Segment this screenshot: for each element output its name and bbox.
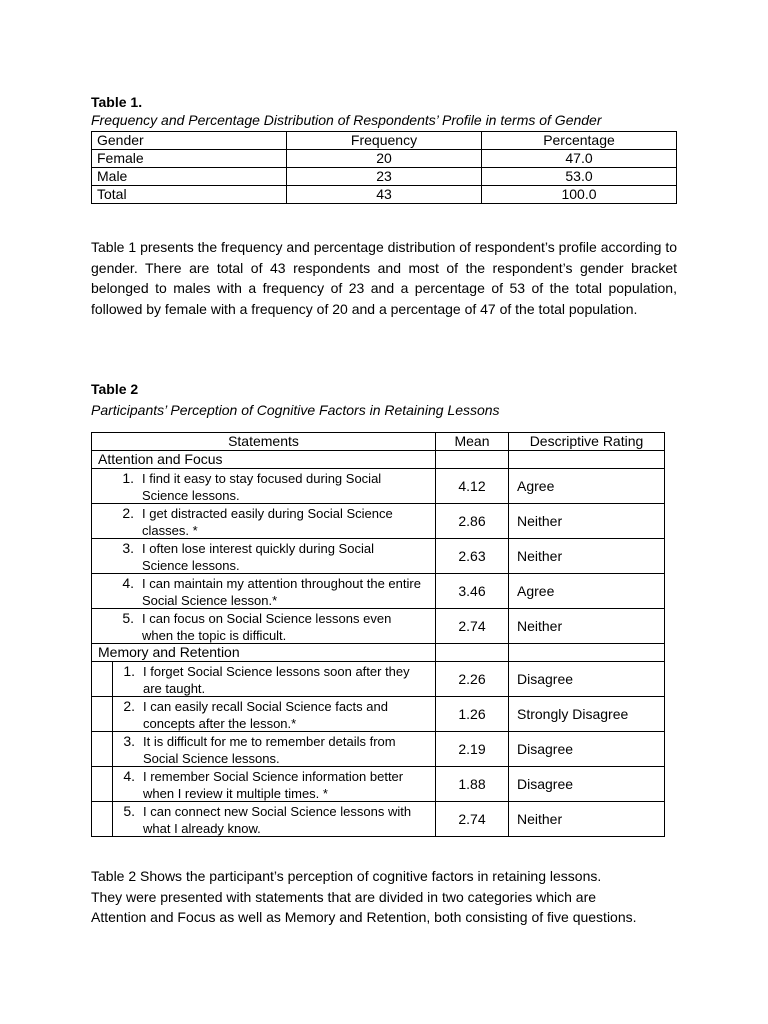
item-statement: I forget Social Science lessons soon after they are taught.	[143, 664, 410, 696]
table-header-row	[92, 433, 665, 451]
cognitive-factors-table	[91, 432, 665, 837]
table-row	[92, 697, 665, 732]
item-number: 5.	[123, 803, 135, 819]
empty-cell	[509, 451, 665, 469]
table-row	[92, 802, 665, 837]
item-rating: Neither	[509, 609, 665, 644]
table-row	[92, 186, 677, 204]
table1-label: Table 1.	[91, 94, 143, 110]
item-number: 3.	[123, 733, 135, 749]
paragraph-line: Attention and Focus as well as Memory and Retention, both consisting of five questions.	[91, 909, 637, 925]
item-statement: I find it easy to stay focused during Social Science lessons.	[142, 471, 382, 503]
item-rating: Neither	[509, 802, 665, 837]
paragraph-table1-summary: Table 1 presents the frequency and percentage distribution of respondent’s profile according to gender. There are total of 43 respondents and most of the respondent’s gender bracket belonged to males with a frequency of 23 and a percentage of 53 of the total population, followed by female with a frequency of 20 and a percentage of 47 of the total population.	[91, 239, 677, 317]
item-number: 1.	[123, 663, 135, 679]
cell-gender: Female	[92, 150, 287, 168]
table-row	[92, 539, 665, 574]
cell-gender: Total	[92, 186, 287, 204]
item-mean: 2.74	[436, 802, 509, 837]
item-rating: Neither	[509, 539, 665, 574]
item-rating: Disagree	[509, 767, 665, 802]
table-header-row	[92, 132, 677, 150]
item-statement: I can connect new Social Science lessons with what I already know.	[143, 804, 412, 836]
item-rating: Strongly Disagree	[509, 697, 665, 732]
gender-table	[91, 131, 677, 204]
table-row	[92, 732, 665, 767]
empty-cell	[509, 644, 665, 662]
cell-frequency: 23	[287, 168, 482, 186]
item-mean: 2.86	[436, 504, 509, 539]
table-row	[92, 150, 677, 168]
category-attention-focus: Attention and Focus	[92, 451, 436, 469]
item-mean: 3.46	[436, 574, 509, 609]
header-statements: Statements	[92, 433, 436, 451]
cell-percentage: 53.0	[482, 168, 677, 186]
item-mean: 1.88	[436, 767, 509, 802]
table-row	[92, 767, 665, 802]
item-number: 2.	[123, 698, 135, 714]
item-number: 5.	[122, 610, 134, 626]
item-mean: 4.12	[436, 469, 509, 504]
table-row	[92, 574, 665, 609]
item-rating: Disagree	[509, 732, 665, 767]
table-row	[92, 469, 665, 504]
cell-frequency: 43	[287, 186, 482, 204]
item-number: 4.	[123, 768, 135, 784]
item-statement: I can maintain my attention throughout the entire Social Science lesson.*	[142, 576, 421, 608]
cell-gender: Male	[92, 168, 287, 186]
item-mean: 2.63	[436, 539, 509, 574]
header-gender: Gender	[92, 132, 287, 150]
header-percentage: Percentage	[482, 132, 677, 150]
cell-percentage: 47.0	[482, 150, 677, 168]
header-descriptive-rating: Descriptive Rating	[509, 433, 665, 451]
item-number: 2.	[122, 505, 134, 521]
table-row	[92, 609, 665, 644]
item-number: 3.	[122, 540, 134, 556]
table2-caption: Participants’ Perception of Cognitive Factors in Retaining Lessons	[91, 402, 500, 418]
cell-percentage: 100.0	[482, 186, 677, 204]
item-statement: I get distracted easily during Social Science classes. *	[142, 506, 393, 538]
item-statement: I can easily recall Social Science facts and concepts after the lesson.*	[143, 699, 388, 731]
header-mean: Mean	[436, 433, 509, 451]
item-statement: It is difficult for me to remember details from Social Science lessons.	[143, 734, 396, 766]
item-mean: 2.19	[436, 732, 509, 767]
table2-label: Table 2	[91, 381, 139, 397]
paragraph-table2-summary	[91, 866, 691, 928]
category-row	[92, 644, 665, 662]
paragraph-line: They were presented with statements that are divided in two categories which are	[91, 888, 597, 905]
empty-cell	[436, 644, 509, 662]
empty-cell	[436, 451, 509, 469]
item-statement: I remember Social Science information better when I review it multiple times. *	[143, 769, 404, 801]
item-rating: Agree	[509, 574, 665, 609]
paragraph-line: Table 2 Shows the participant’s perception of cognitive factors in retaining lessons.	[91, 868, 602, 884]
cell-frequency: 20	[287, 150, 482, 168]
item-number: 4.	[122, 575, 134, 591]
item-rating: Agree	[509, 469, 665, 504]
header-frequency: Frequency	[287, 132, 482, 150]
item-mean: 1.26	[436, 697, 509, 732]
item-mean: 2.26	[436, 662, 509, 697]
table-row	[92, 168, 677, 186]
item-mean: 2.74	[436, 609, 509, 644]
table1-caption: Frequency and Percentage Distribution of Respondents’ Profile in terms of Gender	[91, 112, 602, 128]
item-rating: Neither	[509, 504, 665, 539]
category-row	[92, 451, 665, 469]
category-memory-retention: Memory and Retention	[92, 644, 436, 662]
item-statement: I can focus on Social Science lessons even when the topic is difficult.	[142, 611, 392, 643]
item-rating: Disagree	[509, 662, 665, 697]
table-row	[92, 504, 665, 539]
item-number: 1.	[122, 470, 134, 486]
table-row	[92, 662, 665, 697]
item-statement: I often lose interest quickly during Social Science lessons.	[142, 541, 374, 573]
